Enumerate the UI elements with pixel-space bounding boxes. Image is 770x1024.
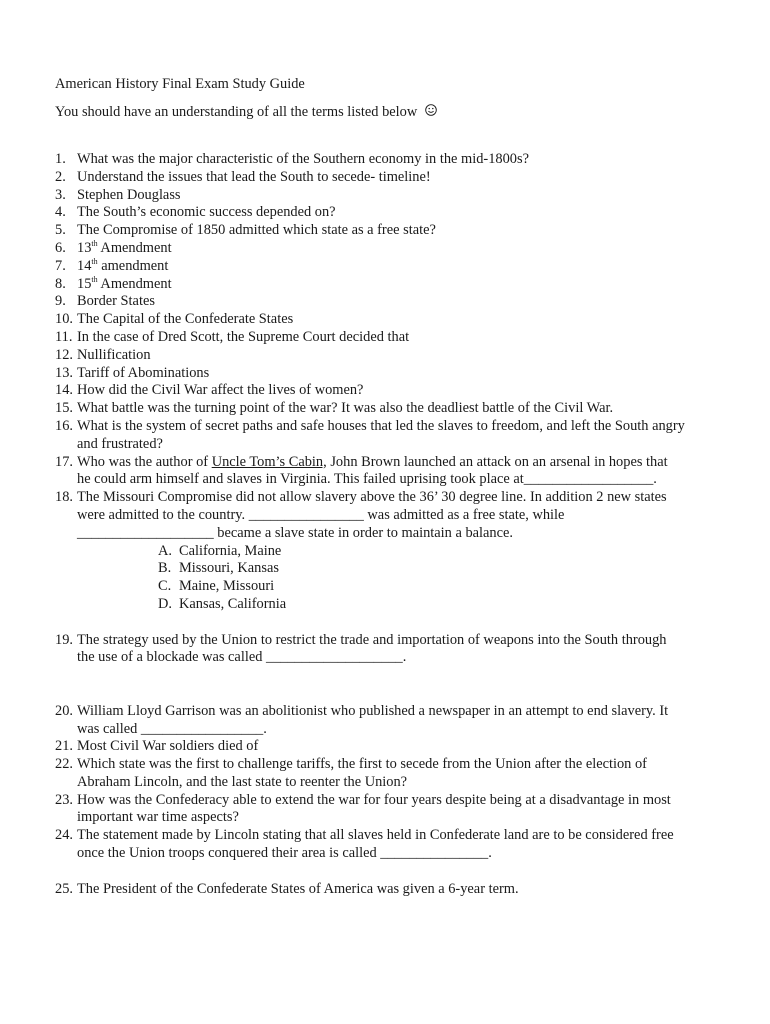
question-item: 19. The strategy used by the Union to restrict the trade and importation of weapons into the South through [55, 631, 667, 648]
question-item: 7. 14th amendment [55, 256, 169, 274]
question-item: 17. Who was the author of Uncle Tom’s Cabin, John Brown launched an attack on an arsenal in hopes that [55, 453, 668, 470]
answer-choice: D. Kansas, California [158, 595, 287, 612]
question-list [55, 151, 725, 898]
question-item: 22. Which state was the first to challenge tariffs, the first to secede from the Union after the election of [55, 756, 647, 773]
question-item: 1. What was the major characteristic of the Southern economy in the mid-1800s? [55, 151, 529, 167]
document-title: American History Final Exam Study Guide [55, 76, 305, 92]
question-item: 11. In the case of Dred Scott, the Supreme Court decided that [55, 328, 410, 345]
question-item-continuation: the use of a blockade was called ___________________. [77, 649, 407, 666]
question-item-continuation: ___________________ became a slave state in order to maintain a balance. [77, 524, 513, 541]
question-item: 13. Tariff of Abominations [55, 364, 210, 381]
question-item: 15. What battle was the turning point of the war? It was also the deadliest battle of the Civil War. [55, 400, 614, 417]
answer-choice: B. Missouri, Kansas [158, 560, 279, 577]
intro-text: You should have an understanding of all the terms listed below [55, 104, 418, 120]
smiley-face-icon [425, 104, 437, 122]
spacer [55, 863, 725, 881]
question-item-continuation: and frustrated? [77, 435, 163, 452]
question-item: 6. 13th Amendment [55, 239, 172, 256]
question-item: 10. The Capital of the Confederate States [55, 311, 294, 328]
question-item-continuation: Abraham Lincoln, and the last state to reenter the Union? [77, 773, 408, 790]
question-item: 3. Stephen Douglass [55, 186, 181, 203]
question-item: 2. Understand the issues that lead the South to secede- timeline! [55, 168, 431, 185]
question-item-continuation: he could arm himself and slaves in Virginia. This failed uprising took place at__________________. [77, 471, 657, 488]
answer-choice: A. California, Maine [158, 542, 282, 559]
question-item: 5. The Compromise of 1850 admitted which state as a free state? [55, 222, 436, 239]
answer-choices [55, 543, 725, 614]
question-item: 23. How was the Confederacy able to extend the war for four years despite being at a disadvantage in most [55, 791, 671, 808]
question-item: 18. The Missouri Compromise did not allow slavery above the 36’ 30 degree line. In addition 2 new states [55, 489, 667, 506]
question-item-continuation: once the Union troops conquered their area is called _______________. [77, 845, 492, 862]
book-title: Uncle Tom’s Cabin, [211, 453, 327, 470]
question-item-continuation: important war time aspects? [77, 809, 239, 826]
question-item: 14. How did the Civil War affect the lives of women? [55, 382, 364, 399]
question-item: 20. William Lloyd Garrison was an abolitionist who published a newspaper in an attempt to end slavery. It [55, 702, 669, 719]
answer-choice: C. Maine, Missouri [158, 578, 275, 595]
question-item: 21. Most Civil War soldiers died of [55, 738, 259, 755]
question-item: 8. 15th Amendment [55, 274, 172, 292]
intro-line [55, 104, 437, 122]
spacer [55, 667, 725, 703]
question-item: 4. The South’s economic success depended on? [55, 204, 336, 221]
question-item: 9. Border States [55, 293, 155, 310]
question-item: 24. The statement made by Lincoln stating that all slaves held in Confederate land are to be considered free [55, 827, 674, 844]
spacer [55, 614, 725, 632]
question-item-continuation: were admitted to the country. ________________ was admitted as a free state, while [77, 506, 565, 523]
question-item: 16. What is the system of secret paths and safe houses that led the slaves to freedom, and left the South angry [55, 417, 685, 434]
question-item: 25. The President of the Confederate States of America was given a 6-year term. [55, 880, 519, 897]
question-item-continuation: was called _________________. [77, 720, 267, 737]
question-item: 12. Nullification [55, 346, 151, 363]
